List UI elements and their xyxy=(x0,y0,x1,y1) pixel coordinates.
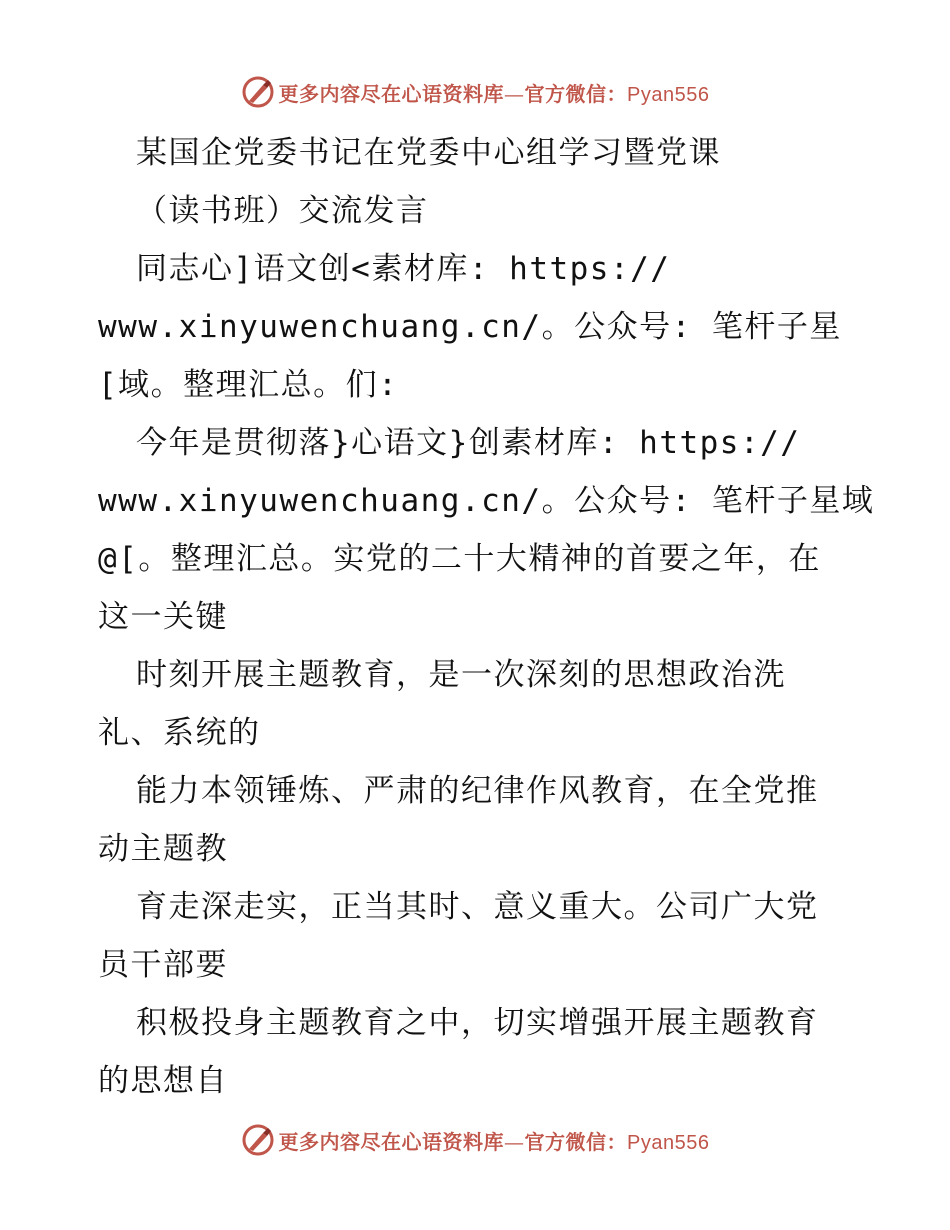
banner-suffix: 官方微信： xyxy=(524,1129,628,1154)
text-line: 今年是贯彻落}心语文}创素材库: https:// xyxy=(136,425,801,461)
header-banner xyxy=(0,72,950,112)
banner-caption xyxy=(279,1126,710,1155)
text-line: www.xinyuwenchuang.cn/。公众号: 笔杆子星域 xyxy=(98,483,875,519)
banner-separator: — xyxy=(504,1129,525,1154)
banner-caption xyxy=(279,78,710,107)
text-line: www.xinyuwenchuang.cn/。公众号: 笔杆子星 xyxy=(98,309,842,345)
text-line: （读书班）交流发言 xyxy=(136,193,429,229)
text-line: 同志心]语文创<素材库: https:// xyxy=(136,251,671,287)
banner-prefix: 更多内容尽在心语资料库 xyxy=(278,1129,505,1154)
text-line: 动主题教 xyxy=(98,831,228,867)
document-body xyxy=(98,124,875,1110)
banner-prefix: 更多内容尽在心语资料库 xyxy=(278,81,505,106)
footer-banner xyxy=(0,1120,950,1160)
banner-suffix: 官方微信： xyxy=(524,81,628,106)
text-line: [域。整理汇总。们: xyxy=(98,367,399,403)
text-line: 育走深走实，正当其时、意义重大。公司广大党 xyxy=(136,889,819,925)
text-line: 时刻开展主题教育，是一次深刻的思想政治洗 xyxy=(136,657,786,693)
banner-separator: — xyxy=(504,81,525,106)
pen-logo-icon xyxy=(241,75,275,109)
text-line: 礼、系统的 xyxy=(98,715,261,751)
text-line: 这一关键 xyxy=(98,599,228,635)
text-line: 某国企党委书记在党委中心组学习暨党课 xyxy=(136,135,721,171)
text-line: 能力本领锤炼、严肃的纪律作风教育，在全党推 xyxy=(136,773,819,809)
banner-wechat-id: Pyan556 xyxy=(627,83,710,106)
text-line: 的思想自 xyxy=(98,1063,228,1099)
pen-logo-icon xyxy=(241,1123,275,1157)
text-line: 员干部要 xyxy=(98,947,228,983)
text-line: @[。整理汇总。实党的二十大精神的首要之年，在 xyxy=(98,541,821,577)
banner-wechat-id: Pyan556 xyxy=(627,1131,710,1154)
text-line: 积极投身主题教育之中，切实增强开展主题教育 xyxy=(136,1005,819,1041)
